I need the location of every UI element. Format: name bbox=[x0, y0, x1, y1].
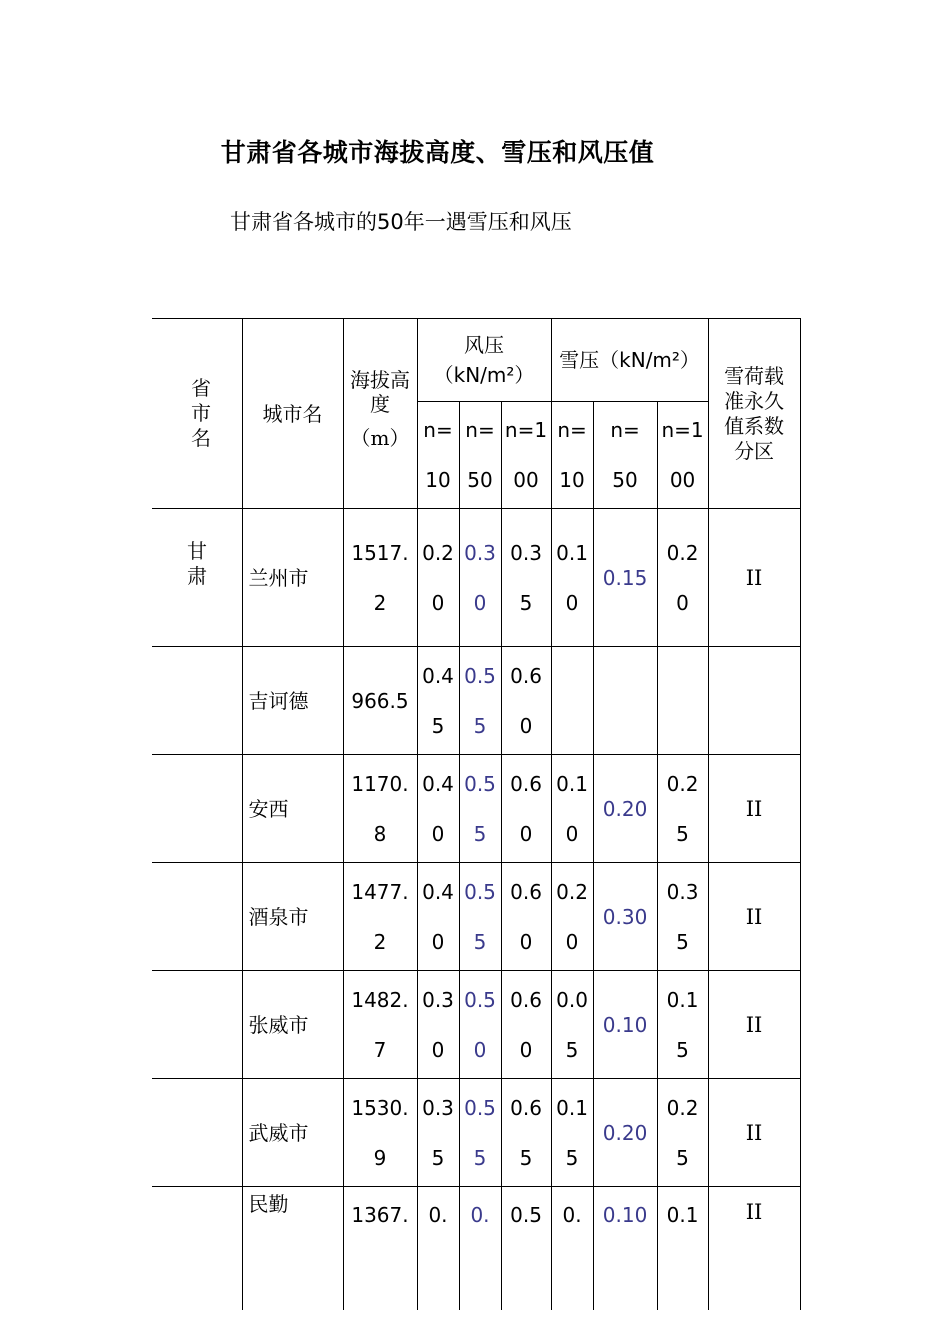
header-city: 城市名 bbox=[242, 319, 343, 509]
province-cell bbox=[152, 1079, 242, 1187]
wind-n100-cell: 0.5 bbox=[501, 1187, 551, 1311]
data-table bbox=[152, 318, 801, 1310]
page-subtitle: 甘肃省各城市的50年一遇雪压和风压 bbox=[230, 210, 572, 234]
snow-n50-cell: 0.30 bbox=[593, 863, 657, 971]
zone-cell: II bbox=[708, 863, 800, 971]
wind-n50-cell: 0.30 bbox=[459, 509, 501, 647]
snow-n10-cell: 0.05 bbox=[551, 971, 593, 1079]
province-cell bbox=[152, 755, 242, 863]
header-wind-n100: n=100 bbox=[501, 402, 551, 509]
snow-n50-cell: 0.15 bbox=[593, 509, 657, 647]
header-snow: 雪压（kN/m²） bbox=[551, 319, 708, 402]
table-row bbox=[152, 1079, 800, 1187]
wind-n50-cell: 0.50 bbox=[459, 971, 501, 1079]
wind-n10-cell: 0.40 bbox=[417, 863, 459, 971]
header-province: 省市名 bbox=[152, 319, 242, 509]
table-row bbox=[152, 509, 800, 647]
altitude-cell: 1517.2 bbox=[343, 509, 417, 647]
zone-cell: II bbox=[708, 755, 800, 863]
snow-n50-cell: 0.10 bbox=[593, 1187, 657, 1311]
altitude-cell: 1482.7 bbox=[343, 971, 417, 1079]
header-wind: 风压（kN/m²） bbox=[417, 319, 551, 402]
wind-n50-cell: 0.55 bbox=[459, 647, 501, 755]
wind-n10-cell: 0.30 bbox=[417, 971, 459, 1079]
snow-n100-cell bbox=[657, 647, 708, 755]
snow-n50-cell: 0.20 bbox=[593, 1079, 657, 1187]
header-altitude bbox=[343, 319, 417, 509]
altitude-cell: 1170.8 bbox=[343, 755, 417, 863]
altitude-cell: 966.5 bbox=[343, 647, 417, 755]
wind-n10-cell: 0.35 bbox=[417, 1079, 459, 1187]
province-cell bbox=[152, 647, 242, 755]
data-table-wrapper bbox=[152, 318, 800, 1227]
wind-n100-cell: 0.60 bbox=[501, 971, 551, 1079]
snow-n50-cell bbox=[593, 647, 657, 755]
wind-n50-cell: 0. bbox=[459, 1187, 501, 1311]
city-cell: 张威市 bbox=[242, 971, 343, 1079]
snow-n10-cell: 0.20 bbox=[551, 863, 593, 971]
wind-n100-cell: 0.60 bbox=[501, 863, 551, 971]
zone-cell bbox=[708, 647, 800, 755]
table-row bbox=[152, 971, 800, 1079]
altitude-cell: 1530.9 bbox=[343, 1079, 417, 1187]
snow-n100-cell: 0.35 bbox=[657, 863, 708, 971]
altitude-cell: 1477.2 bbox=[343, 863, 417, 971]
province-cell bbox=[152, 1187, 242, 1311]
snow-n100-cell: 0.25 bbox=[657, 755, 708, 863]
snow-n100-cell: 0.15 bbox=[657, 971, 708, 1079]
zone-cell: II bbox=[708, 971, 800, 1079]
wind-n10-cell: 0.20 bbox=[417, 509, 459, 647]
page-title: 甘肃省各城市海拔高度、雪压和风压值 bbox=[220, 138, 655, 167]
city-cell: 安西 bbox=[242, 755, 343, 863]
snow-n50-cell: 0.20 bbox=[593, 755, 657, 863]
wind-n50-cell: 0.55 bbox=[459, 863, 501, 971]
header-altitude-label: 海拔高度 bbox=[350, 367, 410, 416]
table-row bbox=[152, 1187, 800, 1311]
header-row-1 bbox=[152, 319, 800, 402]
snow-n100-cell: 0.25 bbox=[657, 1079, 708, 1187]
header-wind-n10: n=10 bbox=[417, 402, 459, 509]
city-cell: 酒泉市 bbox=[242, 863, 343, 971]
city-cell: 兰州市 bbox=[242, 509, 343, 647]
snow-n100-cell: 0.20 bbox=[657, 509, 708, 647]
zone-cell: II bbox=[708, 509, 800, 647]
city-cell: 武威市 bbox=[242, 1079, 343, 1187]
wind-n50-cell: 0.55 bbox=[459, 755, 501, 863]
wind-n10-cell: 0.45 bbox=[417, 647, 459, 755]
wind-n10-cell: 0. bbox=[417, 1187, 459, 1311]
header-snow-n10: n=10 bbox=[551, 402, 593, 509]
snow-n10-cell: 0.10 bbox=[551, 509, 593, 647]
province-cell bbox=[152, 971, 242, 1079]
snow-n50-cell: 0.10 bbox=[593, 971, 657, 1079]
table-row bbox=[152, 755, 800, 863]
snow-n10-cell bbox=[551, 647, 593, 755]
header-snow-n100: n=100 bbox=[657, 402, 708, 509]
wind-n100-cell: 0.60 bbox=[501, 755, 551, 863]
snow-n10-cell: 0.10 bbox=[551, 755, 593, 863]
table-row bbox=[152, 647, 800, 755]
city-cell: 吉诃德 bbox=[242, 647, 343, 755]
header-zone: 雪荷载准永久值系数分区 bbox=[708, 319, 800, 509]
table-row bbox=[152, 863, 800, 971]
city-cell: 民勤 bbox=[242, 1187, 343, 1311]
zone-cell: II bbox=[708, 1079, 800, 1187]
altitude-cell: 1367. bbox=[343, 1187, 417, 1311]
province-cell bbox=[152, 863, 242, 971]
zone-cell: II bbox=[708, 1187, 800, 1311]
header-snow-n50: n=50 bbox=[593, 402, 657, 509]
wind-n100-cell: 0.35 bbox=[501, 509, 551, 647]
header-altitude-unit: （m） bbox=[350, 425, 410, 450]
wind-n100-cell: 0.65 bbox=[501, 1079, 551, 1187]
wind-n50-cell: 0.55 bbox=[459, 1079, 501, 1187]
snow-n10-cell: 0. bbox=[551, 1187, 593, 1311]
header-wind-n50: n=50 bbox=[459, 402, 501, 509]
snow-n10-cell: 0.15 bbox=[551, 1079, 593, 1187]
wind-n100-cell: 0.60 bbox=[501, 647, 551, 755]
province-cell: 甘肃 bbox=[152, 509, 242, 647]
snow-n100-cell: 0.1 bbox=[657, 1187, 708, 1311]
wind-n10-cell: 0.40 bbox=[417, 755, 459, 863]
